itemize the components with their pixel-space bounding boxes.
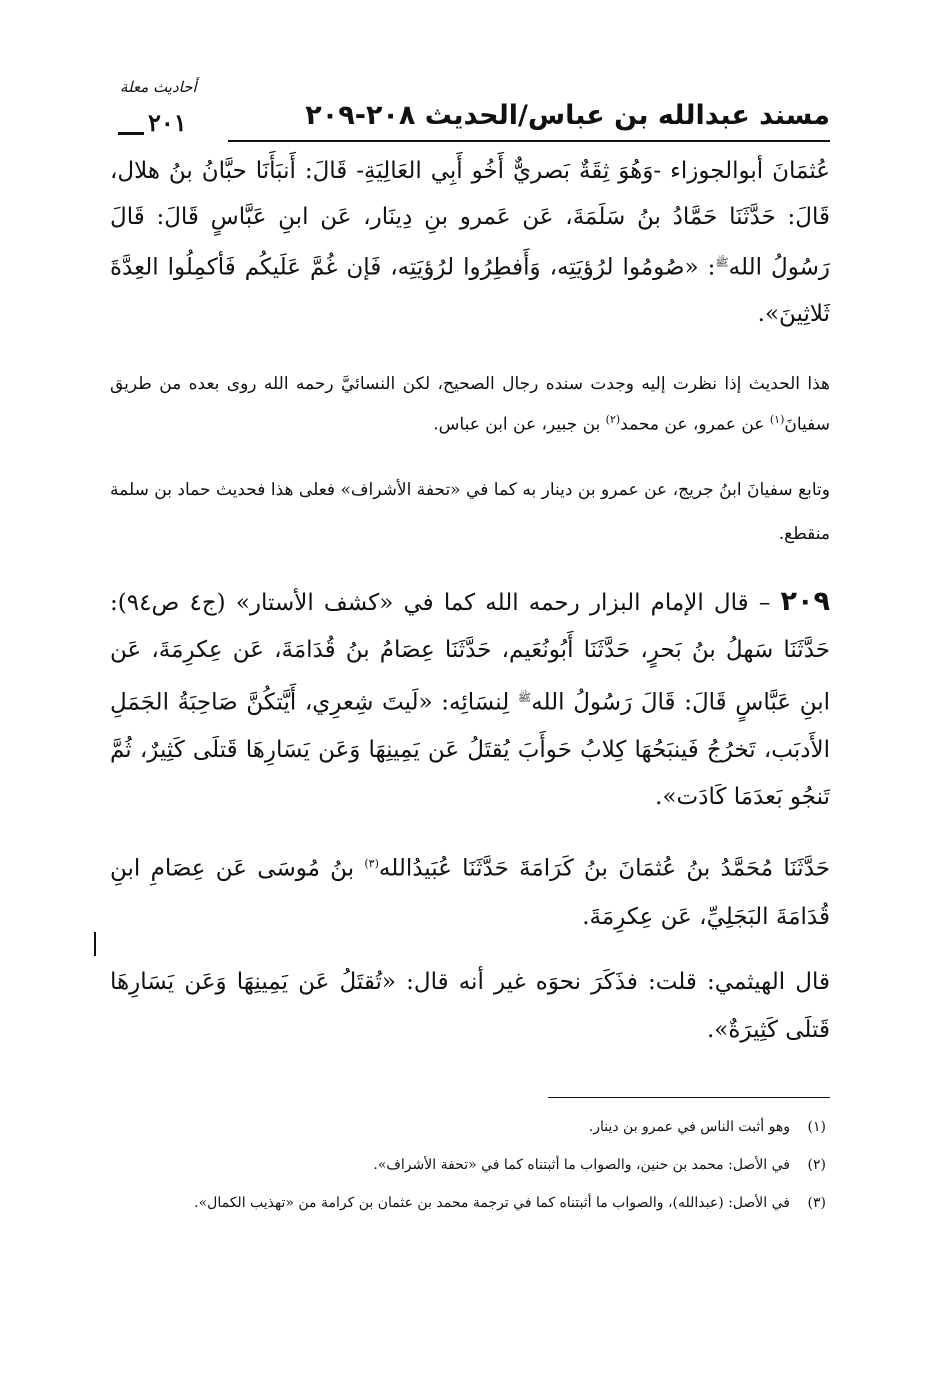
haythami-paragraph: قال الهيثمي: قلت: فذَكَرَ نحوَه غير أنه قال: «تُقتَلُ عَن يَمِينِهَا وَعَن يَسَارِهَا قَتلَى كَثِيرَةٌ».: [110, 969, 830, 1043]
hadith-209-chain: – قال الإمام البزار رحمه الله كما في «كشف الأستار» (ج٤ ص٩٤): حَدَّثَنَا سَهلُ بنُ بَحرٍ، حَدَّثَنَا أَبُونُعَيم، حَدَّثَنَا عِصَامُ بنُ قُدَامَةَ، عَن عِكرِمَةَ، عَن ابنِ عَبَّاسٍ قَالَ: قَالَ رَسُولُ الله: [110, 590, 831, 716]
margin-mark: [94, 932, 96, 956]
running-title: مسند عبدالله بن عباس/الحديث ٢٠٨-٢٠٩: [305, 100, 830, 131]
footnotes: [110, 1108, 826, 1222]
page-number: ٢٠١: [148, 108, 187, 137]
footnote-2: [110, 1146, 826, 1184]
commentary-1-part3: بن جبير، عن ابن عباس.: [433, 414, 606, 435]
page-header: [110, 78, 830, 142]
second-chain-part1: حَدَّثَنَا مُحَمَّدُ بنُ عُثمَانَ بنُ كَرَامَةَ حَدَّثَنَا عُبَيدُالله: [378, 855, 831, 882]
commentary-1: [110, 366, 830, 443]
second-chain-part2: بنُ مُوسَى عَن عِصَامِ ابنِ قُدَامَةَ البَجَلِيِّ، عَن عِكرِمَةَ.: [110, 855, 830, 930]
hadith-208-matn: : «صُومُوا لرُؤيَتِه، وَأَفطِرُوا لرُؤيَتِه، فَإن غُمَّ عَلَيكُم فَأكمِلُوا العِدَّةَ ثَلاثِينَ».: [110, 254, 830, 327]
hadith-209-matn: لِنسَائِه: «لَيتَ شِعرِي، أَيَّتكُنَّ صَاحِبَةُ الجَمَلِ الأَدبَب، تَخرُجُ فَينبَحُهَا كِلابُ حَوأَبَ يُقتَلُ عَن يَمِينِهَا وَعَن يَسَارِهَا قَتلَى كَثِيرٌ، ثُمَّ تَنجُو بَعدَمَا كَادَت».: [110, 689, 830, 810]
header-rule: [228, 140, 830, 142]
footnote-2-text: في الأصل: محمد بن حنين، والصواب ما أثبتناه كما في «تحفة الأشراف».: [373, 1157, 790, 1173]
footnote-rule: [548, 1097, 830, 1098]
footnote-3: [110, 1184, 826, 1222]
footnote-1: [110, 1108, 826, 1146]
hadith-209-text: [110, 578, 830, 821]
hadith-208-paragraph: [110, 148, 830, 337]
footnote-1-text: وهو أثبت الناس في عمرو بن دينار.: [588, 1119, 790, 1135]
salla-symbol-2: ﷺ: [517, 691, 532, 704]
hadith-208-text: [110, 148, 830, 337]
haythami-comment: [110, 958, 830, 1054]
commentary-1-part1: هذا الحديث إذا نظرت إليه وجدت سنده رجال الصحيح، لكن النسائيَّ رحمه الله روى بعده من طريق سفيانَ: [110, 374, 830, 435]
footnote-ref-1: (١): [769, 413, 785, 426]
commentary-1-part2: عن عمرو، عن محمد: [620, 414, 770, 435]
hadith-209-paragraph: [110, 578, 830, 821]
footnote-ref-2: (٢): [605, 413, 621, 426]
salla-symbol: ﷺ: [715, 256, 729, 269]
commentary-2-paragraph: وتابع سفيانَ ابنُ جريج، عن عمرو بن دينار به كما في «تحفة الأشراف» فعلى هذا فحديث حماد بن سلمة منقطع.: [110, 480, 830, 544]
footnote-ref-3: (٣): [364, 857, 379, 870]
footnote-3-number: (٣): [807, 1195, 826, 1211]
handwritten-note: أحاديث معلة: [120, 78, 197, 96]
hadith-number: ٢٠٩: [780, 586, 830, 617]
commentary-2: [110, 468, 830, 556]
page-number-rule: [118, 132, 144, 135]
hadith-209-second-chain: [110, 840, 830, 941]
hadith-209-second-paragraph: [110, 840, 830, 941]
footnote-3-text: في الأصل: (عبدالله)، والصواب ما أثبتناه كما في ترجمة محمد بن عثمان بن كرامة من «تهذيب الكمال».: [194, 1195, 790, 1211]
footnote-1-number: (١): [807, 1119, 826, 1135]
hadith-208-chain: عُثمَانَ أبوالجوزاء -وَهُوَ ثِقَةٌ بَصريٌّ أَخُو أَبِي العَالِيَةِ- قَالَ: أَنبَأَنَا حبَّانُ بنُ هلال، قَالَ: حَدَّثَنَا حَمَّادُ بنُ سَلَمَةَ، عَن عَمرو بنِ دِينَار، عَن ابنِ عَبَّاسٍ قَالَ: قَالَ رَسُولُ الله: [110, 158, 830, 281]
commentary-1-paragraph: [110, 366, 830, 443]
footnote-2-number: (٢): [807, 1157, 826, 1173]
